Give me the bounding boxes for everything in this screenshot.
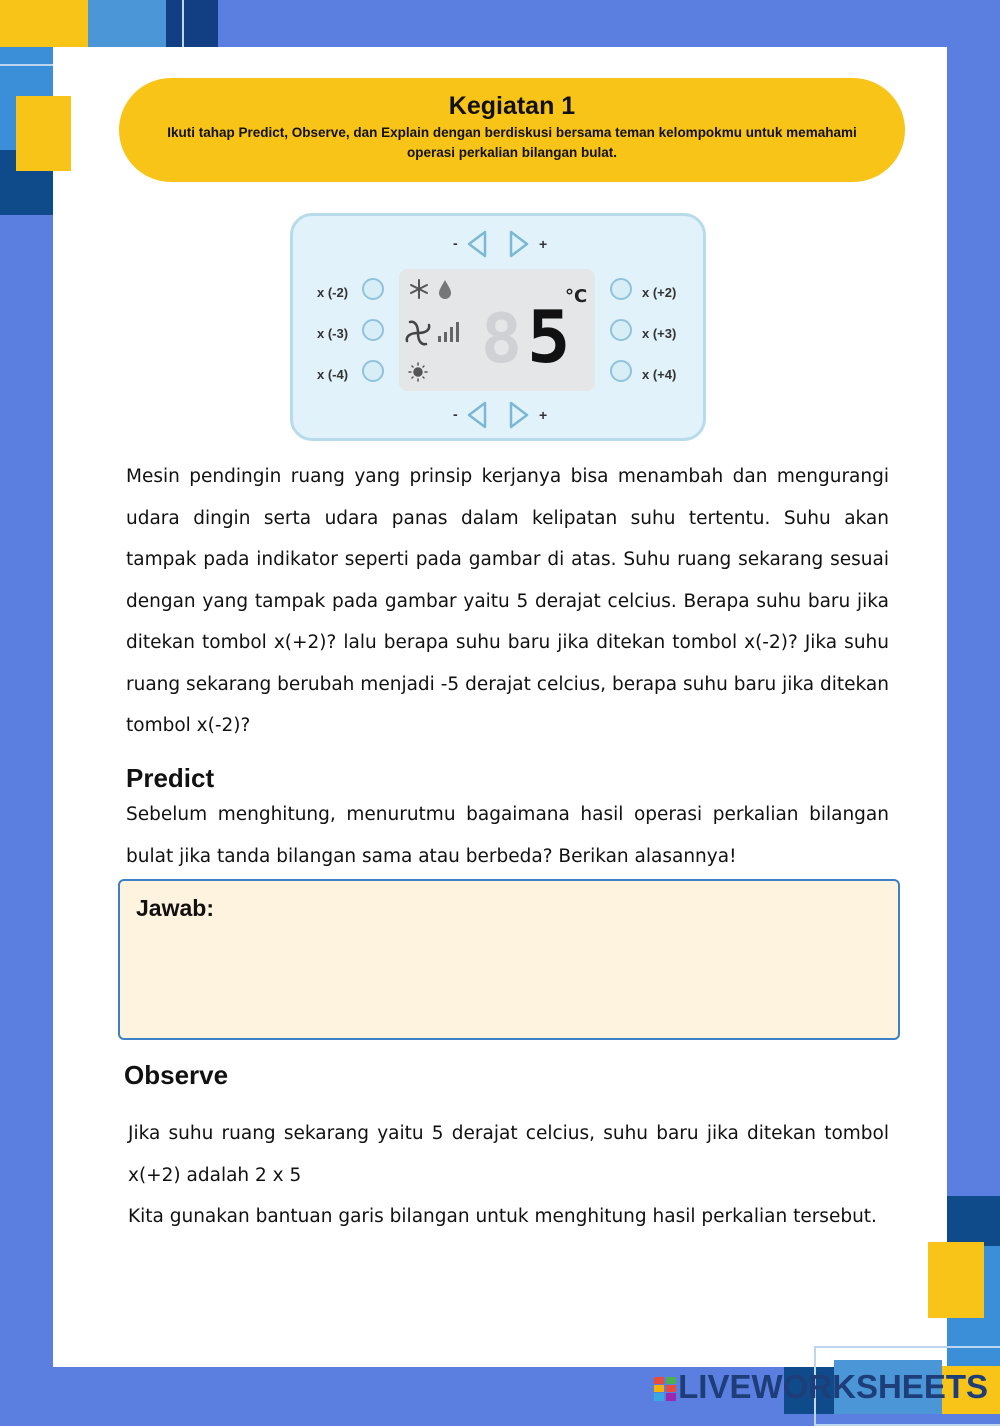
multiply-button-minus-3[interactable] (363, 320, 383, 340)
increase-arrow-icon[interactable] (511, 403, 527, 427)
activity-title: Kegiatan 1 (448, 92, 576, 120)
activity-instructions: Ikuti tahap Predict, Observe, dan Explain dengan berdiskusi bersama teman kelompokmu untuk memahami operasi perkalian bilangan bulat. (167, 125, 857, 160)
right-button-label: x (+4) (642, 367, 677, 382)
liveworksheets-icon (654, 1377, 676, 1401)
predict-question: Sebelum menghitung, menurutmu bagaimana hasil operasi perkalian bilangan bulat jika tanda bilangan sama atau berbeda? Berikan alasannya! (126, 804, 889, 867)
right-button-label: x (+3) (642, 326, 677, 341)
corner-block (947, 1196, 1000, 1246)
intro-paragraph: Mesin pendingin ruang yang prinsip kerjanya bisa menambah dan mengurangi udara dingin serta udara panas dalam kelipatan suhu tertentu. Suhu akan tampak pada indikator seperti pada gambar di atas. Suhu ruang sekarang sesuai dengan yang tampak pada gambar yaitu 5 derajat celcius. Berapa suhu baru jika ditekan tombol x(+2)? lalu berapa suhu baru jika ditekan tombol x(-2)? Jika suhu ruang sekarang berubah menjadi -5 derajat celcius, berapa suhu baru jika ditekan tombol x(-2)? (126, 466, 889, 736)
multiply-button-minus-2[interactable] (363, 279, 383, 299)
predict-heading: Predict (126, 763, 215, 793)
minus-sign: - (453, 235, 458, 251)
decrease-arrow-icon[interactable] (469, 232, 485, 256)
increase-arrow-icon[interactable] (511, 232, 527, 256)
left-button-label: x (-2) (317, 285, 349, 300)
left-button-label: x (-4) (317, 367, 349, 382)
liveworksheets-logo (654, 1368, 988, 1406)
right-button-label: x (+2) (642, 285, 677, 300)
observe-paragraph: Kita gunakan bantuan garis bilangan untuk menghitung hasil perkalian tersebut. (128, 1206, 877, 1227)
corner-block (16, 96, 71, 171)
answer-label: Jawab: (136, 895, 214, 921)
sun-icon (409, 363, 427, 381)
corner-block (928, 1242, 984, 1318)
activity-header (119, 78, 905, 182)
minus-sign: - (453, 406, 458, 422)
lcd-ghost-digit: 8 (481, 300, 522, 379)
plus-sign: + (539, 407, 548, 423)
thermostat-panel (290, 213, 706, 441)
observe-paragraph: Jika suhu ruang sekarang yaitu 5 derajat celcius, suhu baru jika ditekan tombol x(+2) adalah 2 x 5 (128, 1123, 889, 1186)
temperature-reading: 5 (527, 295, 571, 379)
observe-heading: Observe (124, 1060, 229, 1090)
temperature-unit: °C (565, 286, 588, 307)
decrease-arrow-icon[interactable] (469, 403, 485, 427)
multiply-button-plus-3[interactable] (611, 320, 631, 340)
thermostat-illustration (293, 216, 703, 438)
multiply-button-plus-2[interactable] (611, 279, 631, 299)
left-button-label: x (-3) (317, 326, 349, 341)
answer-input[interactable] (136, 933, 882, 1026)
plus-sign: + (539, 236, 548, 252)
answer-box[interactable] (118, 879, 900, 1040)
multiply-button-plus-4[interactable] (611, 361, 631, 381)
multiply-button-minus-4[interactable] (363, 361, 383, 381)
watermark-text: LIVEWORKSHEETS (678, 1368, 988, 1405)
